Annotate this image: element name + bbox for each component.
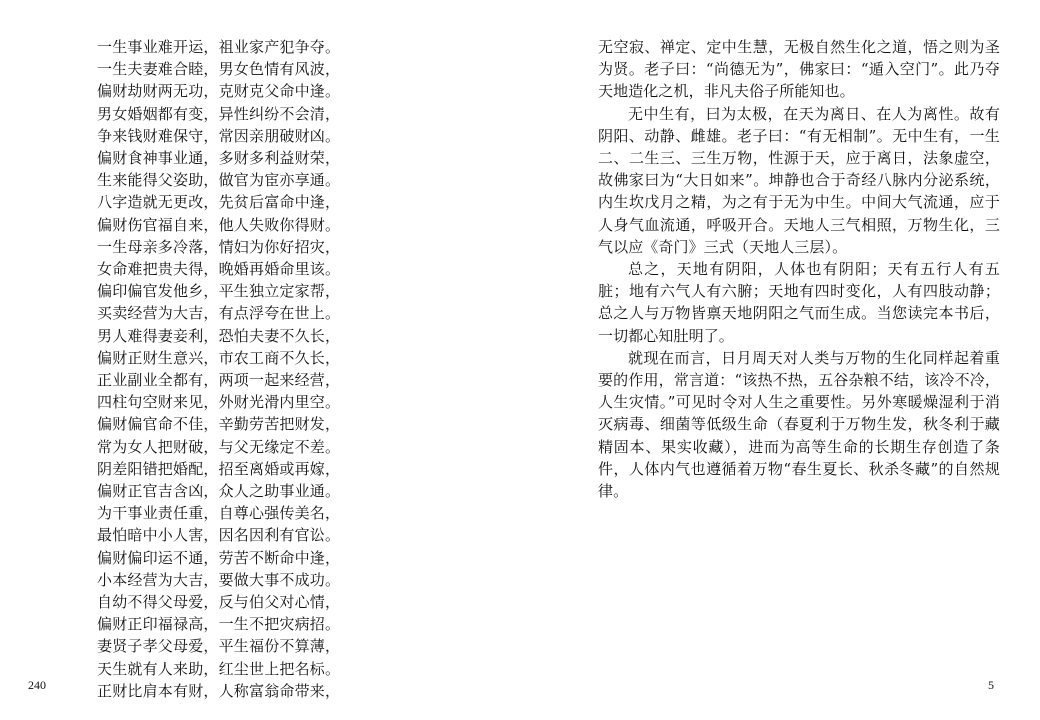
verse-line: 四柱句空财来见，外财光滑内里空。 (97, 393, 341, 412)
verse-line: 偏印偏官发他乡，平生独立定家帮， (97, 282, 341, 301)
verse-line: 一生母亲多冷落，情妇为你好招灾， (97, 237, 341, 256)
verse-line: 偏财食神事业通，多财多利益财荣， (97, 149, 341, 168)
verse-line: 阴差阳错把婚配，招至离婚或再嫁， (97, 459, 341, 478)
verse-line: 偏财偏印运不通，劳苦不断命中逢， (97, 548, 341, 567)
verse-line: 偏财劫财两无功，克财克父命中逢。 (97, 82, 341, 101)
verse-line: 天生就有人来助，红尘世上把名标。 (97, 659, 341, 678)
verse-line: 最怕暗中小人害，因名因利有官讼。 (97, 526, 341, 545)
verse-line: 妻贤子孝父母爱，平生福份不算薄， (97, 637, 341, 656)
right-page-prose (598, 36, 1000, 502)
verse-line: 偏财正财生意兴，市农工商不久长， (97, 348, 341, 367)
verse-line: 偏财伤官福自来，他人失败你得财。 (97, 215, 341, 234)
verse-line: 男女婚姻都有变，异性纠纷不会清， (97, 104, 341, 123)
verse-line: 常为女人把财破，与父无缘定不差。 (97, 437, 341, 456)
verse-line: 偏财正官吉含凶，众人之助事业通。 (97, 482, 341, 501)
verse-line: 一生夫妻难合睦，男女色情有风波， (97, 60, 341, 79)
page-number-right: 5 (988, 678, 994, 692)
page-number-left: 240 (28, 678, 46, 692)
verse-line: 女命难把贵夫得，晚婚再婚命里该。 (97, 260, 341, 279)
verse-line: 男人难得妻妾利，恐怕夫妻不久长， (97, 326, 341, 345)
verse-line: 偏财偏官命不佳，辛勤劳苦把财发， (97, 415, 341, 434)
left-page-verse (97, 36, 367, 702)
verse-line: 争来钱财难保守，常因亲朋破财凶。 (97, 126, 341, 145)
verse-line: 自幼不得父母爱，反与伯父对心情， (97, 593, 341, 612)
verse-line: 正财比肩本有财，人称富翁命带来， (97, 681, 341, 700)
verse-line: 小本经营为大吉，要做大事不成功。 (97, 570, 341, 589)
paragraph: 无中生有，曰为太极，在天为离日、在人为离性。故有阴阳、动静、雌雄。老子曰：“有无相制”。无中生有，一生二、二生三、三生万物，性源于天，应于离日，法象虚空，故佛家曰为“大日如来”。坤静也合于奇经八脉内分泌系统，内生坎戊月之精，为之有于无为中生。中间大气流通，应于人身气血流通，呼吸开合。天地人三气相照，万物生化，三气以应《奇门》三式（天地人三层）。 (598, 104, 1000, 256)
paragraph: 无空寂、禅定、定中生慧，无极自然生化之道，悟之则为圣为贤。老子曰：“尚德无为”，佛家曰：“遁入空门”。此乃夺天地造化之机，非凡夫俗子所能知也。 (598, 38, 1000, 101)
verse-line: 偏财正印福禄高，一生不把灾病招。 (97, 615, 341, 634)
paragraph: 总之，天地有阴阳，人体也有阴阳；天有五行人有五脏；地有六气人有六腑；天地有四时变化，人有四肢动静；总之人与万物皆禀天地阴阳之气而生成。当您读完本书后，一切都心知肚明了。 (598, 260, 1000, 345)
verse-line: 八字造就无更改，先贫后富命中逢， (97, 193, 341, 212)
paragraph: 就现在而言，日月周天对人类与万物的生化同样起着重要的作用，常言道：“该热不热，五谷杂粮不结，该冷不冷，人生灾情。”可见时令对人生之重要性。另外寒暖燥湿利于消灭病毒、细菌等低级生命（春夏利于万物生发，秋冬利于藏精固本、果实收藏），进而为高等生命的长期生存创造了条件，人体内气也遵循着万物“春生夏长、秋杀冬藏”的自然规律。 (598, 348, 1000, 501)
verse-line: 正业副业全都有，两项一起来经营， (97, 371, 341, 390)
verse-line: 为干事业责任重，自尊心强传美名， (97, 504, 341, 523)
verse-line: 一生事业难开运，祖业家产犯争夺。 (97, 38, 341, 56)
verse-line: 生来能得父姿助，做官为宦亦享通。 (97, 171, 341, 190)
verse-line: 买卖经营为大吉，有点浮夸在世上。 (97, 304, 341, 323)
